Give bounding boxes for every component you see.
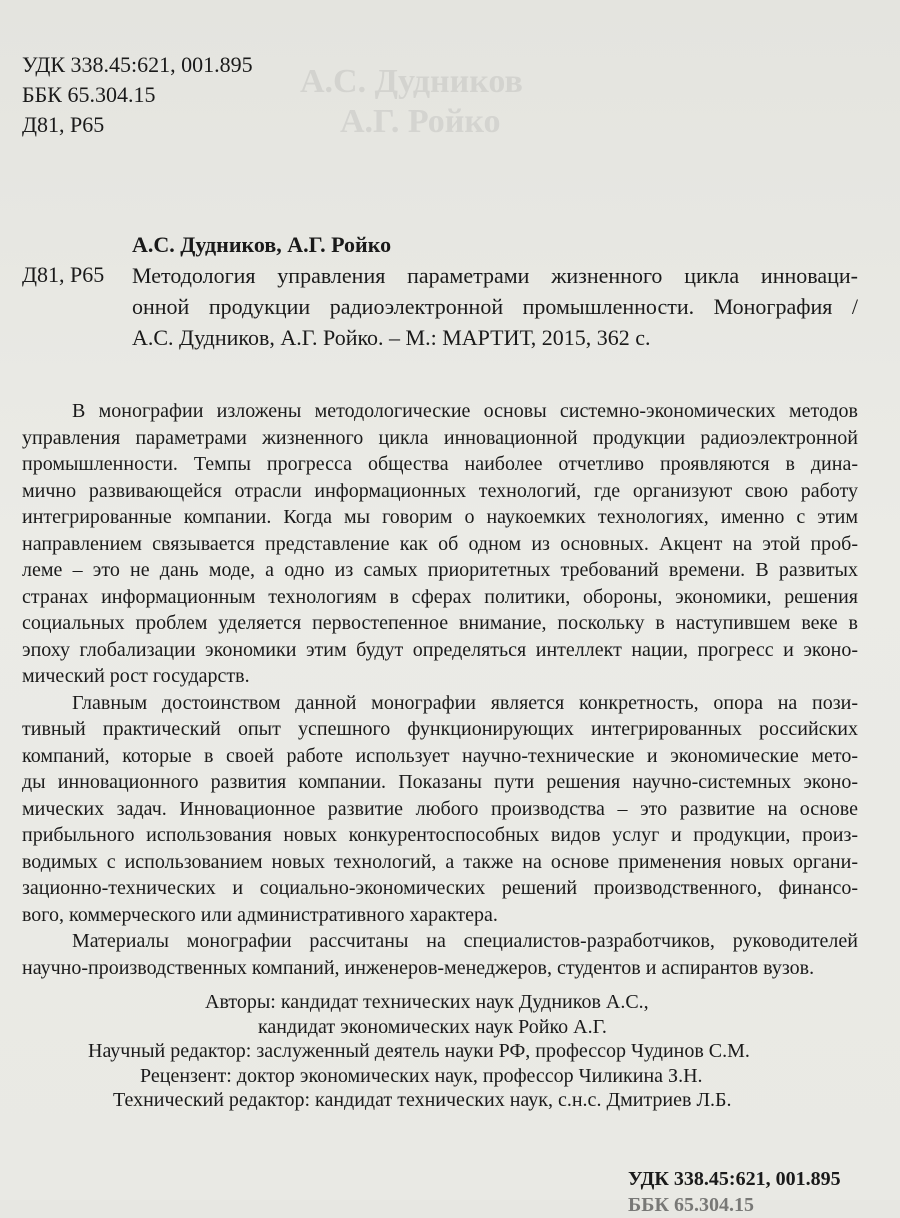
udk-code: УДК 338.45:621, 001.895: [22, 52, 253, 77]
credit-authors-cont: кандидат экономических наук Ройко А.Г.: [258, 1015, 607, 1038]
show-through-text: А.С. Дудников: [300, 63, 523, 100]
abstract-line: странах информационным технологиям в сферах политики, обороны, экономики, решения: [22, 585, 858, 608]
abstract-line: леме – это не дань моде, а одно из самых приоритетных требований времени. В развитых: [22, 559, 858, 581]
abstract-line: управления параметрами жизненного цикла инновационной продукции радиоэлектронной: [22, 426, 858, 449]
abstract-line: мический рост государств.: [22, 665, 250, 687]
biblio-line: онной продукции радиоэлектронной промышленности. Монография /: [132, 294, 858, 319]
bottom-bbk-code: ББК 65.304.15: [628, 1194, 754, 1216]
biblio-cipher: Д81, Р65: [22, 262, 105, 287]
abstract: [22, 398, 858, 981]
authors-heading: А.С. Дудников, А.Г. Ройко: [132, 232, 392, 257]
author-cipher: Д81, Р65: [22, 112, 105, 137]
abstract-line: Материалы монографии рассчитаны на специалистов-разработчиков, руководителей: [72, 930, 858, 952]
abstract-line: зационно-технических и социально-экономических решений производственного, финансо-: [22, 877, 858, 899]
abstract-line: вого, коммерческого или административного характера.: [22, 903, 498, 926]
abstract-line: социальных проблем уделяется первостепенное внимание, поскольку в наступившем веке в: [22, 612, 858, 634]
abstract-line: промышленности. Темпы прогресса общества наиболее отчетливо проявляются в дина-: [22, 453, 858, 475]
biblio-line: А.С. Дудников, А.Г. Ройко. – М.: МАРТИТ, 2015, 362 с.: [132, 325, 651, 350]
credit-reviewer: Рецензент: доктор экономических наук, профессор Чиликина З.Н.: [140, 1064, 703, 1087]
show-through-text: А.Г. Ройко: [340, 103, 501, 140]
credits: [0, 990, 900, 1113]
abstract-line: мических задач. Инновационное развитие любого производства – это развитие на основе: [22, 797, 858, 820]
abstract-line: Главным достоинством данной монографии является конкретность, опора на пози-: [72, 691, 858, 714]
abstract-line: эпоху глобализации экономики этим будут определяться интеллект нации, прогресс и эконо-: [22, 638, 858, 661]
bottom-udk-code: УДК 338.45:621, 001.895: [628, 1168, 841, 1190]
abstract-line: прибыльного использования новых конкурентоспособных видов услуг и продукции, произ-: [22, 824, 858, 846]
abstract-line: ды инновационного развития компании. Показаны пути решения научно-системных эконо-: [22, 771, 858, 793]
abstract-line: водимых с использованием новых технологий, а также на основе применения новых органи-: [22, 850, 858, 873]
classification-codes: [22, 50, 253, 140]
abstract-line: В монографии изложены методологические основы системно-экономических методов: [72, 400, 858, 422]
bbk-code: ББК 65.304.15: [22, 82, 156, 107]
abstract-line: компаний, которые в своей работе использует научно-технические и экономические мето-: [22, 744, 858, 767]
bibliographic-description: [132, 260, 858, 353]
abstract-line: мично развивающейся отрасли информационных технологий, где организуют свою работу: [22, 479, 858, 502]
biblio-line: Методология управления параметрами жизненного цикла инноваци-: [132, 263, 858, 288]
bottom-classification-codes: [628, 1166, 841, 1216]
abstract-line: тивный практический опыт успешного функционирующих интегрированных российских: [22, 718, 858, 740]
abstract-line: направлением связывается представление как об одном из основных. Акцент на этой проб-: [22, 532, 858, 555]
credit-authors: Авторы: кандидат технических наук Дудников А.С.,: [205, 991, 649, 1013]
credit-technical-editor: Технический редактор: кандидат технических наук, с.н.с. Дмитриев Л.Б.: [113, 1089, 732, 1111]
abstract-line: интегрированные компании. Когда мы говорим о наукоемких технологиях, именно с этим: [22, 506, 858, 528]
abstract-line: научно-производственных компаний, инженеров-менеджеров, студентов и аспирантов вузов.: [22, 956, 815, 979]
credit-scientific-editor: Научный редактор: заслуженный деятель науки РФ, профессор Чудинов С.М.: [88, 1040, 750, 1062]
